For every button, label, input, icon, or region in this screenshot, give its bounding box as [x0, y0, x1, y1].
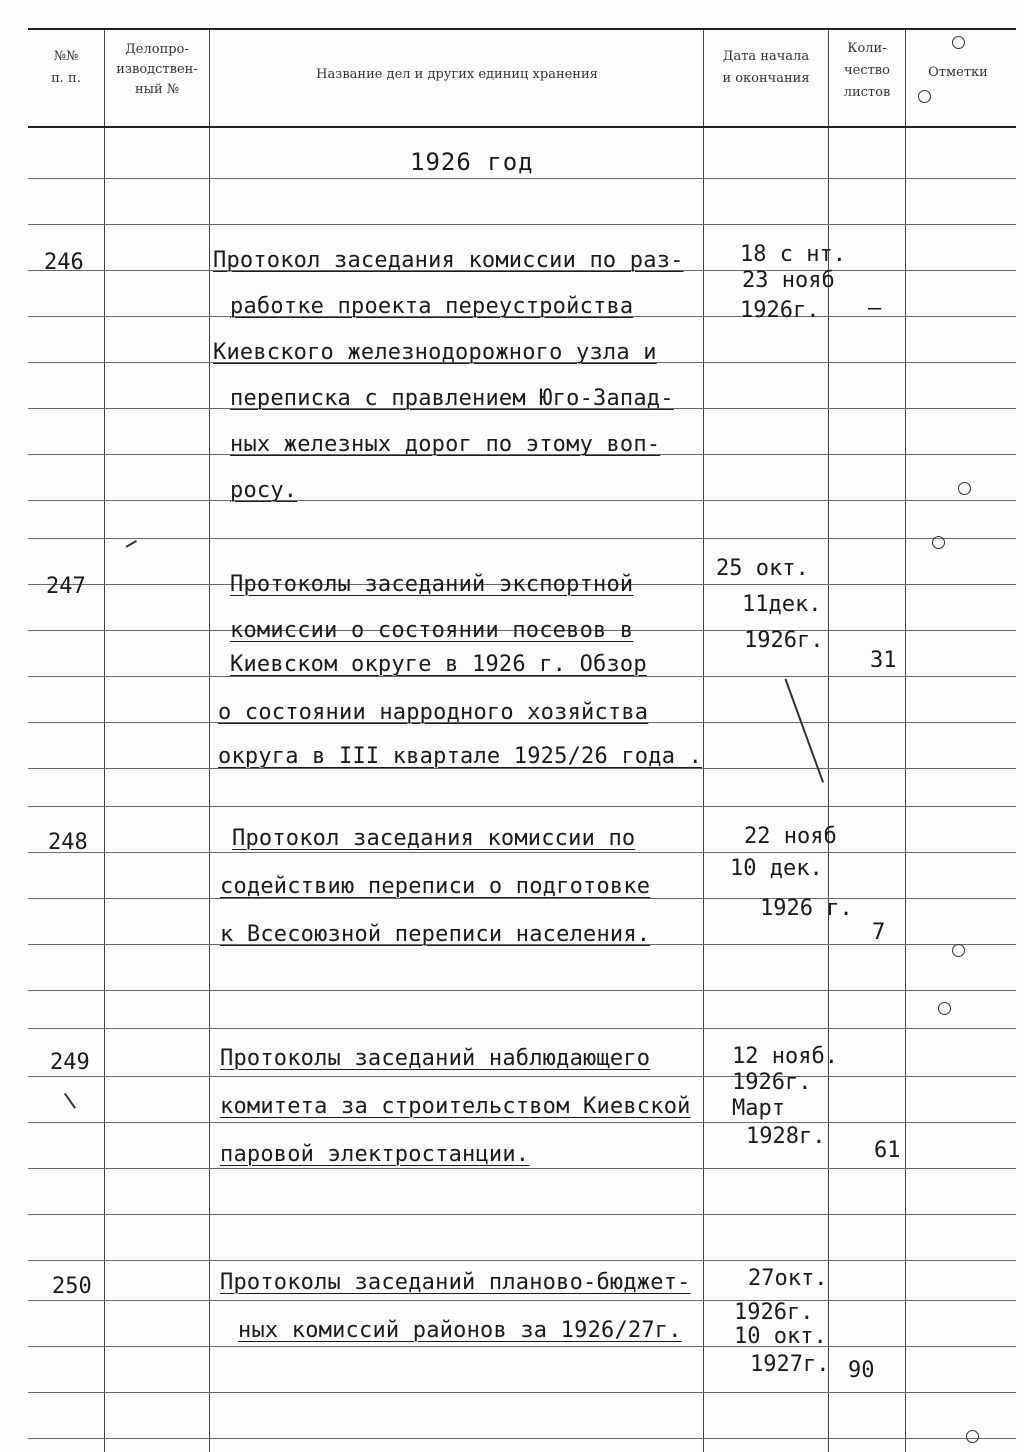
header-number: №№ п. п.: [51, 49, 81, 86]
entry-title-line: к Всесоюзной переписи населения.: [220, 922, 651, 947]
entry-date: 23 нояб: [742, 268, 835, 293]
column-rule: [209, 28, 210, 1452]
header-notes: Отметки: [928, 65, 988, 80]
entry-sheet-count: 90: [848, 1358, 875, 1383]
entry-title-line: паровой электростанции.: [220, 1142, 530, 1167]
entry-number: 250: [52, 1274, 92, 1299]
header-title: Название дел и других единиц хранения: [316, 67, 598, 82]
entry-date: 10 дек.: [730, 856, 823, 881]
punch-hole-mark: [966, 1430, 979, 1443]
entry-title-line: комитета за строительством Киевской: [220, 1094, 691, 1119]
punch-hole-mark: [952, 944, 965, 957]
entry-title-line: ных железных дорог по этому воп-: [230, 432, 661, 457]
header-sheet-count: Коли- чество листов: [843, 41, 891, 100]
column-rule: [703, 28, 704, 1452]
entry-title-line: Протоколы заседаний наблюдающего: [220, 1046, 651, 1071]
entry-date: 1926г.: [732, 1070, 812, 1095]
entry-title-line: Киевского железнодорожного узла и: [213, 340, 657, 365]
entry-date: 18 с нт.: [740, 242, 846, 267]
entry-date: 22 нояб: [744, 824, 837, 849]
header-office-number: Делопро- изводствен- ный №: [116, 42, 198, 97]
entry-title-line: ных комиссий районов за 1926/27г.: [238, 1318, 682, 1343]
entry-title-line: Протоколы заседаний планово-бюджет-: [220, 1270, 691, 1295]
pen-stroke-mark: [64, 1093, 76, 1109]
entry-sheet-count: 61: [874, 1138, 901, 1163]
entry-date: 1928г.: [746, 1124, 826, 1149]
entry-number: 246: [44, 250, 84, 275]
entry-number: 247: [46, 574, 86, 599]
entry-title-line: росу.: [230, 478, 298, 503]
punch-hole-mark: [938, 1002, 951, 1015]
entry-title-line: Протокол заседания комиссии по: [232, 826, 636, 851]
entry-title-line: переписка с правлением Юго-Запад-: [230, 386, 674, 411]
year-heading: 1926 год: [410, 148, 534, 176]
entry-date: 25 окт.: [716, 556, 809, 581]
entry-date: 1926г.: [744, 628, 824, 653]
entry-title-line: округа в III квартале 1925/26 года .: [218, 744, 703, 769]
punch-hole-mark: [932, 536, 945, 549]
pen-stroke-mark: [785, 679, 824, 783]
entry-title-line: Протокол заседания комиссии по раз-: [213, 248, 684, 273]
entry-title-line: комиссии о состоянии посевов в: [230, 618, 634, 643]
entry-date: 27окт.: [748, 1266, 828, 1291]
entry-sheet-count: 31: [870, 648, 897, 673]
entry-title-line: Киевском округе в 1926 г. Обзор: [230, 652, 647, 677]
entry-date: 1926 г.: [760, 896, 853, 921]
entry-title-line: работке проекта переустройства: [230, 294, 634, 319]
header-top-rule: [28, 28, 1016, 30]
entry-date: 11дек.: [742, 592, 822, 617]
entry-title-line: содействию переписи о подготовке: [220, 874, 651, 899]
punch-hole-mark: [952, 36, 965, 49]
column-rule: [104, 28, 105, 1452]
pen-stroke-mark: [126, 540, 137, 547]
entry-date: 1926г.: [740, 298, 820, 323]
entry-title-line: о состоянии нарродного хозяйства: [218, 700, 649, 725]
entry-sheet-count: –: [868, 296, 882, 321]
entry-number: 248: [48, 830, 88, 855]
header-dates: Дата начала и окончания: [722, 49, 810, 86]
entry-title-line: Протоколы заседаний экспортной: [230, 572, 634, 597]
entry-date: 12 нояб.: [732, 1044, 838, 1069]
entry-date: Март: [732, 1096, 785, 1121]
entry-date: 1926г.: [734, 1300, 814, 1325]
entry-number: 249: [50, 1050, 90, 1075]
entry-date: 1927г.: [750, 1352, 830, 1377]
header-bottom-rule: [28, 126, 1016, 128]
entry-date: 10 окт.: [734, 1324, 827, 1349]
column-rule: [905, 28, 906, 1452]
punch-hole-mark: [918, 90, 931, 103]
punch-hole-mark: [958, 482, 971, 495]
entry-sheet-count: 7: [872, 920, 886, 945]
